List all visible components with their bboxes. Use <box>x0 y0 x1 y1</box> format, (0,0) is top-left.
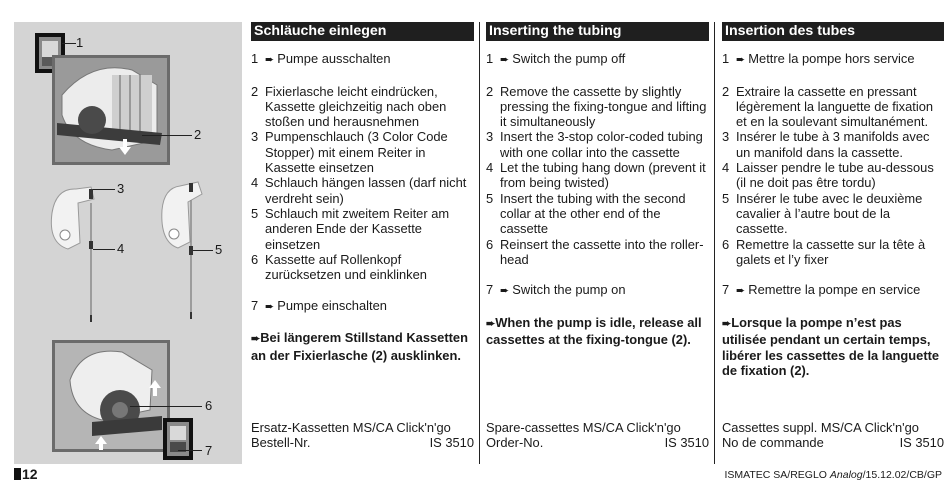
step-text: Pumpe ausschalten <box>277 51 391 66</box>
step-text: Laisser pendre le tube au-dessous (il ne doit pas être tordu) <box>736 160 934 191</box>
step-number: 4 <box>486 160 494 176</box>
french-order-label: No de commande <box>722 435 824 451</box>
german-order-info <box>251 420 474 451</box>
french-order-info <box>722 420 944 451</box>
arrow-right-icon: ➨ <box>736 285 749 298</box>
german-column <box>251 22 474 464</box>
step-text: Insert the 3-stop color-coded tubing with one collar into the cassette <box>500 129 703 160</box>
step-text: Let the tubing hang down (prevent it from being twisted) <box>500 160 706 191</box>
step-number: 2 <box>251 83 259 99</box>
step-number: 3 <box>486 129 494 145</box>
step-number: 2 <box>722 83 730 99</box>
step-number: 1 <box>251 51 259 66</box>
german-heading: Schläuche einlegen <box>251 22 474 41</box>
french-order-number: IS 3510 <box>899 435 944 451</box>
step-text: Insérer le tube à 3 manifolds avec un manifold dans la cassette. <box>736 129 930 160</box>
english-column <box>486 22 709 464</box>
french-heading: Insertion des tubes <box>722 22 944 41</box>
step-text: Reinsert the cassette into the roller-head <box>500 236 704 267</box>
step-item <box>251 298 474 315</box>
step-item <box>486 51 709 68</box>
step-item <box>722 237 944 268</box>
spacer <box>251 68 474 83</box>
step-item <box>486 282 709 299</box>
column-divider <box>479 22 480 464</box>
step-text: Switch the pump on <box>512 282 626 298</box>
step-text: Insérer le tube avec le deuxième cavalier à l’autre bout de la cassette. <box>736 190 923 237</box>
step-item <box>722 160 944 191</box>
step-number: 6 <box>486 236 494 252</box>
step-number: 6 <box>722 236 730 252</box>
french-spare-label: Cassettes suppl. MS/CA Click'n'go <box>722 420 919 435</box>
arrow-right-icon: ➨ <box>500 54 513 66</box>
german-order-number: IS 3510 <box>429 435 474 451</box>
step-item <box>722 84 944 130</box>
step-number: 7 <box>486 282 494 298</box>
spacer <box>486 267 709 282</box>
step-number: 1 <box>722 51 730 66</box>
arrow-right-icon: ➨ <box>265 54 278 66</box>
step-item <box>486 129 709 160</box>
german-order-label: Bestell-Nr. <box>251 435 311 451</box>
english-note-text: When the pump is idle, release all cassettes at the fixing-tongue (2). <box>486 315 702 348</box>
english-steps <box>486 51 709 315</box>
spacer <box>722 267 944 282</box>
spacer <box>486 300 709 315</box>
step-text: Schlauch hängen lassen (darf nicht verdreht sein) <box>265 175 467 206</box>
french-note-text: Lorsque la pompe n’est pas utilisée pendant un certain temps, libérer les cassettes de la languette de fixation (2). <box>722 315 940 378</box>
german-note: ➨Bei längerem Stillstand Kassetten an der Fixierlasche (2) ausklinken. <box>251 330 468 363</box>
step-text: Extraire la cassette en pressant légèrement la languette de fixation et en la soulevant simultanément. <box>736 83 934 130</box>
step-item <box>251 51 474 68</box>
callout-5-leader <box>193 250 213 251</box>
step-item <box>486 191 709 237</box>
step-item <box>722 191 944 237</box>
callout-2-leader <box>142 135 192 136</box>
step-text: Kassette auf Rollenkopf zurücksetzen und einklinken <box>265 251 427 283</box>
callout-7: 7 <box>205 443 213 458</box>
german-steps <box>251 51 474 330</box>
callout-7-leader <box>178 450 202 451</box>
step-item <box>251 84 474 130</box>
step-item <box>486 237 709 268</box>
step-item <box>251 252 474 283</box>
step-number: 1 <box>486 51 494 66</box>
arrow-right-icon: ➨ <box>265 300 278 313</box>
callout-1: 1 <box>76 35 84 50</box>
step-number: 7 <box>251 297 259 313</box>
step-text: Pumpenschlauch (3 Color Code Stopper) mit einem Reiter in Kassette einsetzen <box>265 129 448 176</box>
power-switch-illustration-bottom <box>163 418 193 460</box>
step-text: Switch the pump off <box>512 51 626 66</box>
french-note: ➨Lorsque la pompe n’est pas utilisée pendant un certain temps, libérer les cassettes de la languette de fixation (2). <box>722 315 940 378</box>
step-item <box>486 160 709 191</box>
step-text: Mettre la pompe hors service <box>748 51 915 66</box>
step-text: Schlauch mit zweitem Reiter am anderen Ende der Kassette einsetzen <box>265 205 450 252</box>
english-heading: Inserting the tubing <box>486 22 709 41</box>
german-spare-label: Ersatz-Kassetten MS/CA Click'n'go <box>251 420 451 435</box>
french-steps <box>722 51 944 315</box>
callout-1-leader <box>62 43 76 44</box>
step-item <box>722 51 944 68</box>
step-number: 2 <box>486 83 494 99</box>
page-number: 12 <box>14 466 38 482</box>
spacer <box>251 282 474 297</box>
step-item <box>722 282 944 299</box>
step-text: Pumpe einschalten <box>277 297 387 313</box>
cassette-removal-photo <box>52 55 170 165</box>
step-number: 6 <box>251 251 259 267</box>
callout-4-leader <box>93 249 115 250</box>
german-note-text: Bei längerem Stillstand Kassetten an der Fixierlasche (2) ausklinken. <box>251 330 468 363</box>
callout-6-leader <box>130 406 202 407</box>
spacer <box>722 68 944 83</box>
cassette-reinsert-photo <box>52 340 170 452</box>
english-spare-label: Spare-cassettes MS/CA Click'n'go <box>486 420 681 435</box>
step-item <box>722 129 944 160</box>
step-number: 5 <box>722 190 730 206</box>
step-number: 3 <box>251 129 259 145</box>
step-item <box>251 175 474 206</box>
arrow-right-icon: ➨ <box>736 54 749 66</box>
step-number: 3 <box>722 129 730 145</box>
step-number: 4 <box>722 160 730 176</box>
french-column <box>722 22 944 464</box>
callout-4: 4 <box>117 241 125 256</box>
cassette-drawing-left <box>46 183 106 323</box>
step-text: Fixierlasche leicht eindrücken, Kassette gleichzeitig nach oben stoßen und herausnehmen <box>265 83 447 130</box>
spacer <box>722 300 944 315</box>
step-item <box>251 206 474 252</box>
callout-2: 2 <box>194 127 202 142</box>
page-marker <box>14 468 21 480</box>
step-text: Remettre la pompe en service <box>748 282 921 298</box>
spacer <box>251 315 474 330</box>
document-reference: ISMATEC SA/REGLO Analog/15.12.02/CB/GP <box>724 469 942 481</box>
english-note: ➨When the pump is idle, release all cassettes at the fixing-tongue (2). <box>486 315 702 348</box>
english-order-info <box>486 420 709 451</box>
callout-5: 5 <box>215 242 223 257</box>
english-order-number: IS 3510 <box>664 435 709 451</box>
spacer <box>486 68 709 83</box>
step-number: 7 <box>722 282 730 298</box>
callout-6: 6 <box>205 398 213 413</box>
step-item <box>251 129 474 175</box>
arrow-right-icon: ➨ <box>500 285 513 298</box>
step-number: 5 <box>486 190 494 206</box>
english-order-label: Order-No. <box>486 435 544 451</box>
step-text: Insert the tubing with the second collar at the other end of the cassette <box>500 190 686 237</box>
column-divider <box>714 22 715 464</box>
callout-3-leader <box>93 189 115 190</box>
step-text: Remove the cassette by slightly pressing the fixing-tongue and lifting it simultaneously <box>500 83 707 130</box>
step-item <box>486 84 709 130</box>
step-text: Remettre la cassette sur la tête à galets et l’y fixer <box>736 236 926 267</box>
step-number: 5 <box>251 205 259 221</box>
step-number: 4 <box>251 175 259 191</box>
callout-3: 3 <box>117 181 125 196</box>
